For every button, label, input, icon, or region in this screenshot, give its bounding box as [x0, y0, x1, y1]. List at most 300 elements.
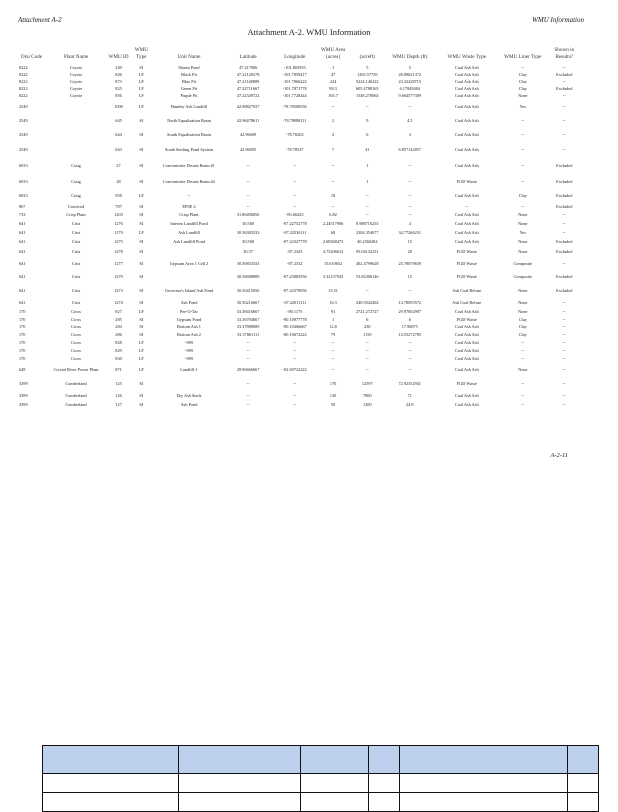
table-cell: Coal Ash Ash — [454, 348, 479, 354]
table-cell: Crist — [71, 300, 81, 306]
table-cell: Coal Ash Ash — [454, 229, 479, 235]
table-cell: Crawford — [67, 203, 85, 209]
table-cell: None — [518, 92, 528, 98]
blank-header-cell — [43, 746, 179, 774]
column-header: Latitude — [239, 53, 257, 60]
table-cell: -83.66425 — [285, 212, 304, 218]
table-cell: 3399 — [19, 401, 28, 407]
table-cell: -- — [246, 163, 250, 169]
table-cell: 6.17849484 — [399, 85, 420, 91]
table-row — [18, 142, 584, 158]
table-cell: 7 — [331, 147, 335, 153]
table-cell: 15.610652 — [323, 261, 343, 267]
table-row — [18, 258, 584, 270]
blank-header-cell — [179, 746, 301, 774]
table-cell: -- — [293, 340, 297, 346]
table-cell: -- — [246, 381, 250, 387]
table-cell: 47.217006 — [238, 64, 258, 70]
table-cell: 170 — [19, 332, 26, 338]
table-cell: -- — [521, 147, 525, 153]
column-header: WMU Depth (ft) — [392, 53, 428, 60]
table-row — [18, 211, 584, 219]
table-row — [18, 85, 584, 92]
table-cell: 641 — [19, 238, 26, 244]
table-cell: -- — [521, 64, 525, 70]
table-cell: LF — [138, 229, 144, 235]
table-cell — [153, 246, 226, 258]
table-cell: Green Pit — [180, 85, 198, 91]
table-cell: LF — [138, 367, 144, 373]
table-cell: -- — [187, 192, 191, 198]
table-cell: Excluded — [556, 238, 573, 244]
table-cell: -- — [408, 212, 412, 218]
table-cell: -87.22011111 — [283, 300, 307, 306]
blank-table-row — [43, 774, 599, 793]
table-cell: Coal Ash Ash — [454, 132, 479, 138]
table-cell: -101.803955 — [283, 64, 306, 70]
blank-cell — [43, 793, 179, 812]
blank-cell — [400, 774, 568, 793]
table-cell: 6 — [366, 316, 369, 322]
table-cell: 91 — [330, 309, 336, 315]
table-cell: 130 — [329, 392, 337, 398]
table-cell: Craig — [71, 192, 81, 198]
table-cell: 30.56216667 — [236, 300, 260, 306]
table-cell: Crist — [71, 288, 81, 294]
table-cell: -- — [331, 203, 335, 209]
blank-header-cell — [400, 746, 568, 774]
table-cell: -- — [331, 178, 335, 184]
column-header: WMU ID — [108, 53, 129, 60]
table-cell: -- — [408, 203, 412, 209]
table-cell: 30.56688889 — [236, 274, 260, 280]
table-cell: 867 — [19, 203, 26, 209]
table-cell: Pee-O-Tac — [179, 309, 199, 315]
table-cell: 8222 — [19, 85, 28, 91]
table-cell: None — [518, 249, 528, 255]
table-cell: -- — [246, 340, 250, 346]
blank-cell — [369, 774, 400, 793]
table-cell: SI — [139, 178, 144, 184]
table-cell: 170 — [19, 316, 26, 322]
table-cell: -- — [246, 203, 250, 209]
column-header: WMU Type — [134, 47, 148, 60]
table-cell: Purple Pit — [180, 92, 198, 98]
table-cell: Coyote — [69, 78, 83, 84]
table-cell: None — [518, 300, 528, 306]
table-cell: 1277 — [114, 261, 123, 267]
table-cell: Excluded — [556, 249, 573, 255]
table-cell: Gypsum Pond — [176, 316, 202, 322]
table-cell: 42.96095 — [240, 147, 257, 153]
table-cell: SI — [139, 220, 144, 226]
table-row — [18, 78, 584, 85]
table-cell: -- — [293, 203, 297, 209]
table-cell: SI — [139, 401, 144, 407]
table-row — [18, 219, 584, 228]
table-cell: 5224.146222 — [355, 78, 379, 84]
blank-header-cell — [568, 746, 599, 774]
table-cell — [153, 270, 226, 284]
table-cell: -- — [293, 178, 297, 184]
table-cell: 40.2560284 — [357, 238, 378, 244]
table-cell: Cross — [71, 309, 81, 315]
table-cell: 3 — [408, 132, 411, 138]
table-cell: -- — [331, 163, 335, 169]
table-cell: None — [518, 309, 528, 315]
table-cell: 6.82 — [329, 212, 337, 218]
table-cell: 170 — [19, 309, 26, 315]
table-cell: Craig — [71, 178, 81, 184]
table-cell: -- — [562, 220, 566, 226]
table-cell: 12.8 — [329, 324, 337, 330]
table-cell — [153, 377, 226, 391]
table-row — [18, 355, 584, 363]
table-cell: Clay — [518, 78, 527, 84]
table-cell: 4 — [408, 220, 411, 226]
table-cell: Yes — [519, 103, 526, 109]
table-row — [18, 391, 584, 400]
table-cell: 53.82306146 — [355, 274, 379, 280]
table-cell: -101.7871778 — [282, 85, 307, 91]
table-cell: -- — [293, 348, 297, 354]
table-cell: -- — [521, 356, 525, 362]
table-cell: 6 — [408, 316, 411, 322]
table-cell: 27 — [116, 163, 121, 169]
table-cell: Excluded — [556, 288, 573, 294]
table-cell: Excluded — [556, 192, 573, 198]
table-cell: -- — [293, 356, 297, 362]
table-cell: -- — [562, 381, 566, 387]
table-cell: Composite — [513, 274, 533, 280]
table-cell: SI — [139, 288, 144, 294]
table-row — [18, 189, 584, 202]
table-cell: Coal Ash Ash — [454, 103, 479, 109]
table-row — [18, 64, 584, 71]
table-cell: 24.8 — [406, 401, 414, 407]
table-cell: 2721.272727 — [355, 309, 379, 315]
table-cell: Excluded — [556, 85, 573, 91]
table-cell: -- — [562, 147, 566, 153]
table-cell: Coal Ash Ash — [454, 192, 479, 198]
table-cell: 170 — [329, 381, 337, 387]
table-cell — [45, 128, 107, 142]
table-cell: -- — [408, 367, 412, 373]
table-cell: -- — [408, 163, 412, 169]
table-cell: Coal Ash Ash — [454, 147, 479, 153]
table-cell: Coal Ash Ash — [454, 118, 479, 124]
table-row — [18, 270, 584, 284]
table-cell: -- — [562, 118, 566, 124]
table-cell: 1000 — [114, 103, 123, 109]
blank-cell — [568, 774, 599, 793]
table-cell: 285 — [115, 316, 122, 322]
table-cell: 30.56383333 — [236, 229, 260, 235]
blank-table-row — [43, 793, 599, 812]
blank-cell — [568, 793, 599, 812]
table-cell: LF — [138, 356, 144, 362]
blank-cell — [301, 774, 369, 793]
table-cell: 284 — [115, 324, 122, 330]
wmu-table — [18, 47, 584, 409]
table-cell: Coyote — [69, 85, 83, 91]
table-cell: FGD Waste — [456, 381, 477, 387]
table-cell: 6 — [366, 132, 369, 138]
table-cell: 47.21148889 — [236, 78, 260, 84]
table-cell: SI — [139, 163, 144, 169]
table-cell: 2549 — [19, 147, 28, 153]
table-cell: 641 — [19, 220, 26, 226]
table-cell: -- — [562, 64, 566, 70]
table-cell: Bottom Ash 1 — [177, 324, 201, 330]
table-cell: -- — [246, 401, 250, 407]
table-cell: Crisp Plant — [66, 212, 86, 218]
table-cell: 7800 — [362, 392, 372, 398]
table-cell: 1548.270064 — [355, 92, 379, 98]
table-cell: FGD Waste — [456, 249, 477, 255]
table-cell: 30.56833333 — [236, 261, 260, 267]
table-cell: 170 — [19, 356, 26, 362]
table-cell: -- — [408, 340, 412, 346]
table-cell: 26.89621372 — [398, 71, 422, 77]
table-cell: 2549 — [19, 132, 28, 138]
table-cell: Cumberland — [65, 401, 87, 407]
table-cell: -- — [365, 367, 369, 373]
column-header: Plant Name — [63, 53, 89, 60]
table-cell: 34.77266231 — [398, 229, 422, 235]
table-cell: 826 — [115, 71, 122, 77]
table-cell: 15 — [407, 238, 412, 244]
table-cell: Coal Ash Ash — [454, 356, 479, 362]
table-cell: 68 — [330, 229, 336, 235]
table-cell: 4.5 — [407, 118, 413, 124]
table-cell: -- — [331, 348, 335, 354]
table-cell: 628 — [19, 367, 26, 373]
table-cell: Coal Ash Ash — [454, 78, 479, 84]
table-cell: None — [518, 288, 528, 294]
table-row — [18, 377, 584, 391]
table-cell: 33.37888889 — [236, 324, 260, 330]
table-cell: LF — [138, 192, 144, 198]
table-cell: -- — [293, 392, 297, 398]
table-cell: -- — [521, 348, 525, 354]
table-cell: -- — [562, 332, 566, 338]
table-cell: 1278 — [114, 249, 123, 255]
table-cell: 1150 — [363, 332, 372, 338]
column-header: (acreft) — [359, 53, 375, 60]
table-cell: Ash Landfill Pond — [173, 238, 205, 244]
table-cell: 958 — [115, 192, 122, 198]
table-row — [18, 316, 584, 323]
table-cell: 98.3 — [329, 85, 337, 91]
table-cell: -- — [521, 401, 525, 407]
table-cell: 643 — [115, 147, 122, 153]
table-cell: 1279 — [114, 274, 123, 280]
table-cell: -- — [246, 356, 250, 362]
table-cell: SI — [139, 132, 144, 138]
table-cell: Cross — [71, 356, 81, 362]
table-cell: 13.51 — [328, 288, 338, 294]
table-row — [18, 99, 584, 114]
table-cell: 6033 — [19, 178, 28, 184]
table-cell: 33.38416667 — [236, 309, 260, 315]
table-cell: -- — [562, 229, 566, 235]
table-cell: -87.2332 — [287, 261, 303, 267]
table-cell: -- — [562, 300, 566, 306]
table-cell: Coal Ash Ash — [454, 324, 479, 330]
table-cell: 1 — [331, 64, 335, 70]
table-cell: 829 — [115, 348, 122, 354]
table-cell: Cross — [71, 332, 81, 338]
table-cell: None — [518, 220, 528, 226]
table-cell — [45, 99, 107, 114]
table-cell: 30.57 — [243, 249, 253, 255]
table-cell: -- — [365, 348, 369, 354]
table-cell: 127 — [115, 401, 122, 407]
table-cell: SI — [139, 203, 144, 209]
table-cell: -78.78508556 — [282, 103, 307, 109]
table-cell: 79 — [330, 332, 336, 338]
table-row — [18, 331, 584, 339]
table-row — [18, 128, 584, 142]
table-cell: Crist — [71, 229, 81, 235]
table-cell: -- — [408, 288, 412, 294]
table-cell: -- — [293, 163, 297, 169]
table-cell — [45, 142, 107, 158]
table-cell: Crystal River Power Plant — [53, 367, 99, 373]
table-cell: -- — [562, 367, 566, 373]
blank-cell — [400, 793, 568, 812]
table-cell: Crisp Plant — [179, 212, 199, 218]
table-row — [18, 363, 584, 377]
table-cell: 873 — [115, 78, 122, 84]
table-cell: 787 — [115, 203, 122, 209]
table-cell: -- — [246, 348, 250, 354]
table-cell: 830 — [115, 356, 122, 362]
table-cell: FGD Waste — [456, 178, 477, 184]
table-cell: Cumberland — [65, 381, 87, 387]
table-row — [18, 174, 584, 189]
table-cell: 8.988716253 — [355, 220, 379, 226]
table-cell: SI — [139, 300, 144, 306]
table-cell: 14.78093572 — [398, 300, 422, 306]
table-cell: 2 — [331, 118, 335, 124]
header-left-label: Attachment A-2 — [18, 16, 62, 24]
table-cell: Clay — [518, 332, 527, 338]
table-cell: SI — [139, 212, 144, 218]
table-cell: SI — [139, 238, 144, 244]
blank-cell — [43, 774, 179, 793]
column-header: WMU Liner Type — [504, 53, 542, 60]
table-cell: -101.7866222 — [282, 78, 307, 84]
table-cell: 72.92352941 — [398, 381, 422, 387]
table-cell: -87.2325 — [287, 249, 303, 255]
table-cell: Coal Ash Ash — [454, 212, 479, 218]
table-cell: -- — [365, 356, 369, 362]
table-cell: 9.664577309 — [398, 92, 422, 98]
table-cell: SI — [139, 316, 144, 322]
table-cell: Black Pit — [181, 71, 197, 77]
table-cell: 33.37861111 — [237, 332, 260, 338]
table-cell: 1265.57739 — [357, 71, 378, 77]
table-cell: -- — [562, 401, 566, 407]
table-cell: 30.568 — [242, 238, 254, 244]
table-cell: 641 — [19, 274, 26, 280]
table-cell: Coal Ash Ash — [454, 332, 479, 338]
table-cell: -80.10466667 — [282, 324, 307, 330]
table-cell — [45, 114, 107, 128]
table-row — [18, 202, 584, 211]
page-title: Attachment A-2. WMU Information — [247, 27, 371, 37]
table-cell: 95.04132231 — [355, 249, 379, 255]
table-cell: FGD Waste — [456, 316, 477, 322]
table-row — [18, 71, 584, 78]
table-cell: 402.4799628 — [355, 261, 379, 267]
table-cell: -- — [521, 203, 525, 209]
table-cell: 1200 — [362, 401, 372, 407]
table-cell: 16.3 — [329, 300, 337, 306]
blank-cell — [179, 774, 301, 793]
table-cell: SI — [139, 64, 144, 70]
table-cell: 230 — [364, 324, 371, 330]
table-cell: -- — [331, 356, 335, 362]
table-cell: -87.22327778 — [282, 238, 307, 244]
table-cell: -- — [408, 192, 412, 198]
table-cell: Dry Ash Stack — [176, 392, 202, 398]
table-cell: 25.78079659 — [398, 261, 422, 267]
table-cell: 827 — [115, 309, 122, 315]
table-cell: 605.4788165 — [355, 85, 379, 91]
table-cell: -999 — [185, 340, 193, 346]
table-cell: South Equalization Basin — [167, 132, 211, 138]
table-row — [18, 246, 584, 258]
table-cell: 3399 — [19, 392, 28, 398]
table-cell: -78.78088111 — [282, 118, 307, 124]
table-cell: 42.96609 — [240, 132, 257, 138]
table-cell: LF — [138, 309, 144, 315]
blank-cell — [179, 793, 301, 812]
table-cell: 3399 — [19, 381, 28, 387]
table-cell: -- — [521, 392, 525, 398]
column-header: WMU Area (acres) — [320, 47, 346, 60]
table-cell: -- — [521, 340, 525, 346]
table-cell: Coal Ash Ash — [454, 392, 479, 398]
blank-header-cell — [369, 746, 400, 774]
table-cell: Crist — [71, 238, 81, 244]
table-cell: 126 — [115, 392, 122, 398]
table-cell: -- — [293, 381, 297, 387]
table-cell: Coyote — [69, 92, 83, 98]
table-cell: -- — [562, 316, 566, 322]
table-cell: Coal Ash Ash — [454, 367, 479, 373]
table-cell: Excluded — [556, 71, 573, 77]
table-cell: -- — [562, 103, 566, 109]
table-cell: -- — [408, 348, 412, 354]
table-cell: 645 — [115, 118, 122, 124]
table-cell: 641 — [19, 229, 26, 235]
header-right-label: WMU Information — [532, 16, 584, 24]
table-cell: South Settling Pond System — [164, 147, 214, 153]
table-cell: 30.56415056 — [236, 288, 260, 294]
blank-table-header-row — [43, 746, 599, 774]
table-cell: -- — [562, 309, 566, 315]
table-cell: Excluded — [556, 274, 573, 280]
table-cell: LF — [138, 71, 144, 77]
table-cell: -78.78547 — [285, 147, 304, 153]
table-row — [18, 228, 584, 237]
table-cell: -80.10672222 — [282, 332, 307, 338]
table-cell: SI — [139, 392, 144, 398]
